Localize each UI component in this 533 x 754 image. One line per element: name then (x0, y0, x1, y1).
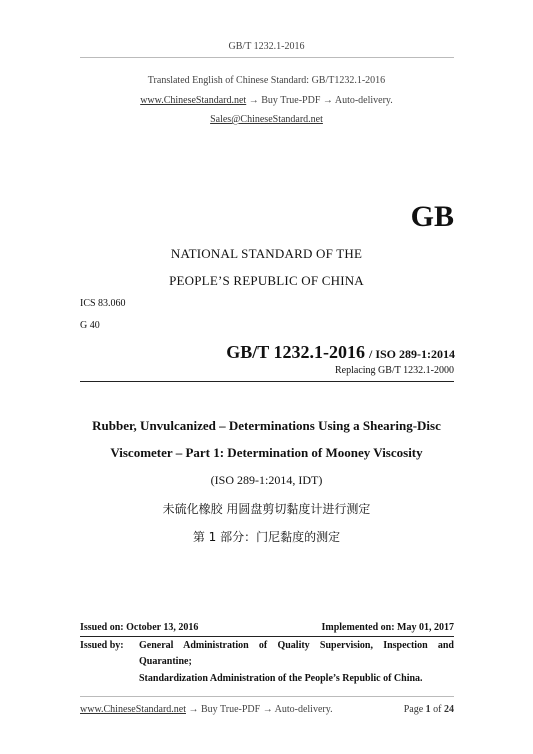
title-divider (80, 381, 454, 382)
iso-idt: (ISO 289-1:2014, IDT) (210, 473, 323, 487)
chinese-title-2: 第 1 部分：门尼黏度的测定 (192, 530, 341, 544)
gb-mark: GB (410, 200, 454, 233)
iso-reference: / ISO 289-1:2014 (368, 347, 455, 361)
buy-text: → Buy True-PDF → Auto-delivery. (248, 95, 393, 106)
page-current: 1 (425, 704, 431, 715)
running-header: GB/T 1232.1-2016 (228, 41, 305, 52)
standard-number (205, 342, 455, 363)
chinese-title-1: 未硫化橡胶 用圆盘剪切黏度计进行测定 (162, 502, 371, 516)
replacing-note: Replacing GB/T 1232.1-2000 (335, 365, 454, 376)
implemented-on: Implemented on: May 01, 2017 (321, 622, 454, 633)
ics-code: ICS 83.060 (80, 298, 126, 309)
issue-divider (80, 636, 454, 637)
email-link[interactable]: Sales@ChineseStandard.net (210, 114, 323, 125)
page-total: 24 (444, 704, 454, 715)
issuer-1-line-1: General Administration of Quality Supervision, Inspection and (139, 640, 454, 651)
footer-divider (80, 696, 454, 697)
page-of: of (433, 704, 442, 715)
issued-by-label: Issued by: (80, 640, 124, 651)
national-line-2: PEOPLE’S REPUBLIC OF CHINA (169, 273, 364, 288)
title-line-1: Rubber, Unvulcanized – Determinations Using a Shearing-Disc (92, 418, 441, 433)
header-divider (80, 57, 454, 58)
footer-site-link[interactable]: www.ChineseStandard.net (80, 704, 186, 715)
std-number: GB/T 1232.1-2016 (226, 342, 365, 362)
footer-promo (80, 704, 333, 715)
page-label: Page (403, 704, 424, 715)
issuer-2: Standardization Administration of the People’s Republic of China. (139, 673, 423, 684)
issuer-1-line-2: Quarantine; (139, 656, 192, 667)
g-code: G 40 (80, 320, 100, 331)
footer-buy-text: → Buy True-PDF → Auto-delivery. (188, 704, 333, 715)
translation-note: Translated English of Chinese Standard: GB/T1232.1-2016 (147, 75, 386, 86)
site-link[interactable]: www.ChineseStandard.net (140, 95, 247, 106)
email-line (0, 114, 533, 125)
promo-line (0, 95, 533, 106)
page-number (330, 704, 454, 715)
issued-on: Issued on: October 13, 2016 (80, 622, 199, 633)
national-line-1: NATIONAL STANDARD OF THE (170, 246, 363, 261)
title-line-2: Viscometer – Part 1: Determination of Mooney Viscosity (110, 445, 423, 460)
